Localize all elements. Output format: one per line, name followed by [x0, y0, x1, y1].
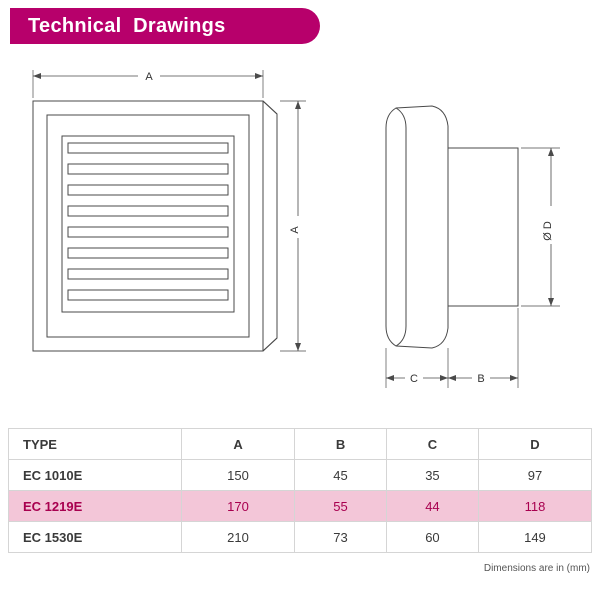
- table-header-a: A: [182, 429, 295, 460]
- cell-c: 44: [386, 491, 478, 522]
- cell-d: 149: [478, 522, 591, 553]
- cell-b: 73: [295, 522, 387, 553]
- table-row: [9, 460, 592, 491]
- table-row: [9, 491, 592, 522]
- cell-type: EC 1530E: [9, 522, 182, 553]
- cell-type: EC 1010E: [9, 460, 182, 491]
- cell-type: EC 1219E: [9, 491, 182, 522]
- table-row: [9, 522, 592, 553]
- cell-a: 170: [182, 491, 295, 522]
- cell-d: 97: [478, 460, 591, 491]
- table-header-c: C: [386, 429, 478, 460]
- front-top-dimension-label: A: [145, 71, 153, 83]
- cell-a: 150: [182, 460, 295, 491]
- page-title: Technical Drawings: [28, 14, 226, 37]
- table-header-type: TYPE: [9, 429, 182, 460]
- depth-b-dimension-label: B: [477, 373, 485, 385]
- dimensions-footnote: Dimensions are in (mm): [483, 563, 590, 574]
- table-header-b: B: [295, 429, 387, 460]
- depth-c-dimension-label: C: [410, 373, 418, 385]
- diameter-dimension-label: Ø D: [542, 221, 554, 241]
- cell-c: 35: [386, 460, 478, 491]
- side-view: [386, 106, 560, 388]
- front-view: [33, 68, 306, 351]
- technical-drawings: [0, 48, 600, 418]
- cell-b: 55: [295, 491, 387, 522]
- cell-c: 60: [386, 522, 478, 553]
- table-header-d: D: [478, 429, 591, 460]
- cell-a: 210: [182, 522, 295, 553]
- cell-d: 118: [478, 491, 591, 522]
- specification-table: [8, 428, 592, 553]
- cell-b: 45: [295, 460, 387, 491]
- header-banner: [10, 8, 320, 44]
- table-header-row: [9, 429, 592, 460]
- drawing-svg: [0, 48, 600, 418]
- front-side-dimension-label: A: [289, 226, 301, 234]
